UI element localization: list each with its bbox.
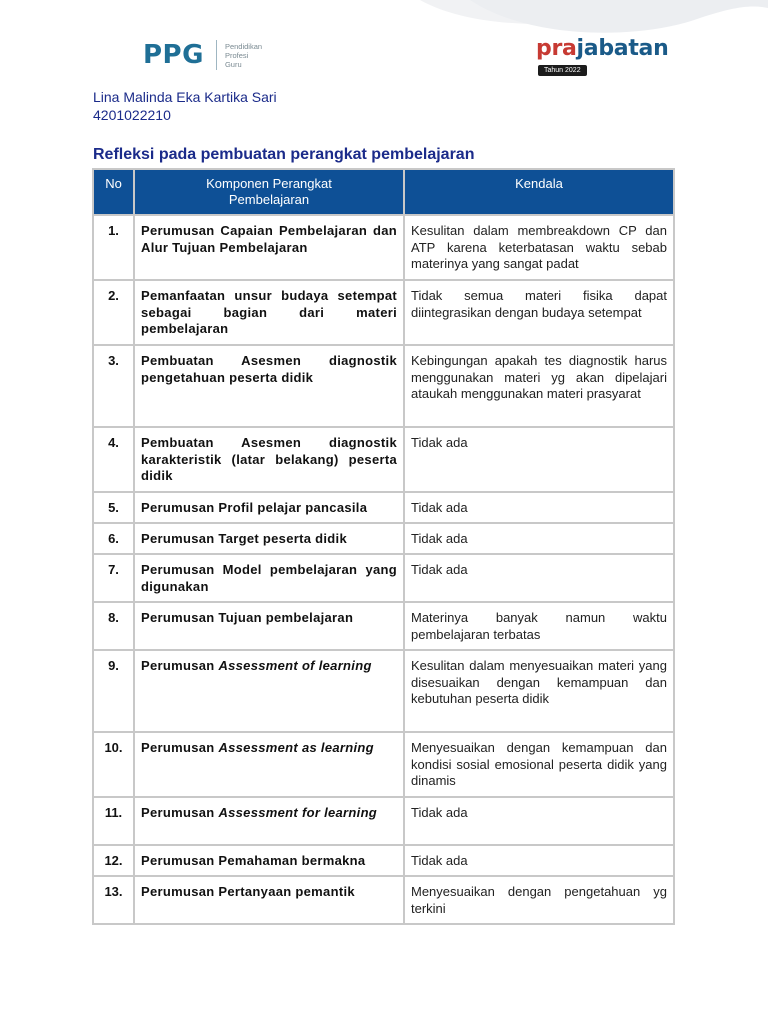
row-component: Perumusan Model pembelajaran yang digunakan [134,554,404,602]
row-kendala: Tidak ada [404,523,674,554]
component-italic: Assessment of learning [218,658,372,673]
row-number: 1. [93,215,134,280]
prajabatan-logo-word [536,36,668,61]
row-kendala: Materinya banyak namun waktu pembelajaran terbatas [404,602,674,650]
component-prefix: Perumusan [141,805,215,820]
prajabatan-logo-jabatan: jabatan [576,36,669,61]
header-kendala: Kendala [404,169,674,215]
table-row [93,876,674,924]
ppg-sub-line: Guru [224,59,242,69]
table-row [93,797,674,845]
row-kendala: Kebingungan apakah tes diagnostik harus menggunakan materi yg akan dipelajari ataukah menggunakan materi prasyarat [404,345,674,427]
row-number: 3. [93,345,134,427]
row-component: Pembuatan Asesmen diagnostik karakteristik (latar belakang) peserta didik [134,427,404,492]
row-number: 13. [93,876,134,924]
row-number: 11. [93,797,134,845]
row-number: 5. [93,492,134,523]
row-component [134,732,404,797]
ppg-sub-line: Pendidikan [224,41,263,51]
reflection-table [92,168,675,925]
table-row [93,845,674,876]
row-number: 9. [93,650,134,732]
ppg-logo-subtitle [225,42,262,69]
row-component: Perumusan Tujuan pembelajaran [134,602,404,650]
row-number: 4. [93,427,134,492]
row-component: Perumusan Profil pelajar pancasila [134,492,404,523]
component-italic: Assessment for learning [218,805,378,820]
row-kendala: Tidak semua materi fisika dapat diintegrasikan dengan budaya setempat [404,280,674,345]
table-row [93,427,674,492]
row-number: 2. [93,280,134,345]
prajabatan-logo [536,36,669,74]
row-kendala: Menyesuaikan dengan pengetahuan yg terkini [404,876,674,924]
table-row [93,523,674,554]
row-component [134,797,404,845]
table-header-row [93,169,674,215]
table-row [93,554,674,602]
row-kendala: Kesulitan dalam membreakdown CP dan ATP karena keterbatasan waktu sebab materinya yang sangat padat [404,215,674,280]
row-number: 12. [93,845,134,876]
ppg-logo [143,40,262,70]
table-row [93,280,674,345]
row-kendala: Tidak ada [404,554,674,602]
ppg-logo-word: PPG [143,40,204,70]
component-italic: Assessment as learning [218,740,374,755]
prajabatan-logo-pra: pra [536,36,577,61]
author-id: 4201022210 [93,107,171,123]
header-no: No [93,169,134,215]
row-number: 6. [93,523,134,554]
row-number: 7. [93,554,134,602]
row-component: Perumusan Target peserta didik [134,523,404,554]
table-row [93,650,674,732]
row-component: Perumusan Pemahaman bermakna [134,845,404,876]
ppg-logo-divider [216,40,217,70]
row-component [134,650,404,732]
ppg-sub-line: Profesi [224,50,249,60]
row-component: Pembuatan Asesmen diagnostik pengetahuan peserta didik [134,345,404,427]
table-row [93,215,674,280]
table-row [93,732,674,797]
table-row [93,602,674,650]
author-name: Lina Malinda Eka Kartika Sari [93,89,277,105]
table-row [93,345,674,427]
row-kendala: Menyesuaikan dengan kemampuan dan kondisi sosial emosional peserta didik yang dinamis [404,732,674,797]
author-block [93,88,277,124]
row-number: 8. [93,602,134,650]
header-component: Komponen Perangkat Pembelajaran [134,169,404,215]
row-component: Perumusan Pertanyaan pemantik [134,876,404,924]
row-kendala: Kesulitan dalam menyesuaikan materi yang disesuaikan dengan kemampuan dan kebutuhan peserta didik [404,650,674,732]
row-number: 10. [93,732,134,797]
row-kendala: Tidak ada [404,845,674,876]
table-row [93,492,674,523]
prajabatan-year-badge: Tahun 2022 [538,65,587,76]
row-kendala: Tidak ada [404,797,674,845]
row-component: Perumusan Capaian Pembelajaran dan Alur Tujuan Pembelajaran [134,215,404,280]
row-kendala: Tidak ada [404,427,674,492]
component-prefix: Perumusan [141,740,215,755]
row-component: Pemanfaatan unsur budaya setempat sebagai bagian dari materi pembelajaran [134,280,404,345]
component-prefix: Perumusan [141,658,215,673]
document-title: Refleksi pada pembuatan perangkat pembelajaran [93,146,475,163]
row-kendala: Tidak ada [404,492,674,523]
